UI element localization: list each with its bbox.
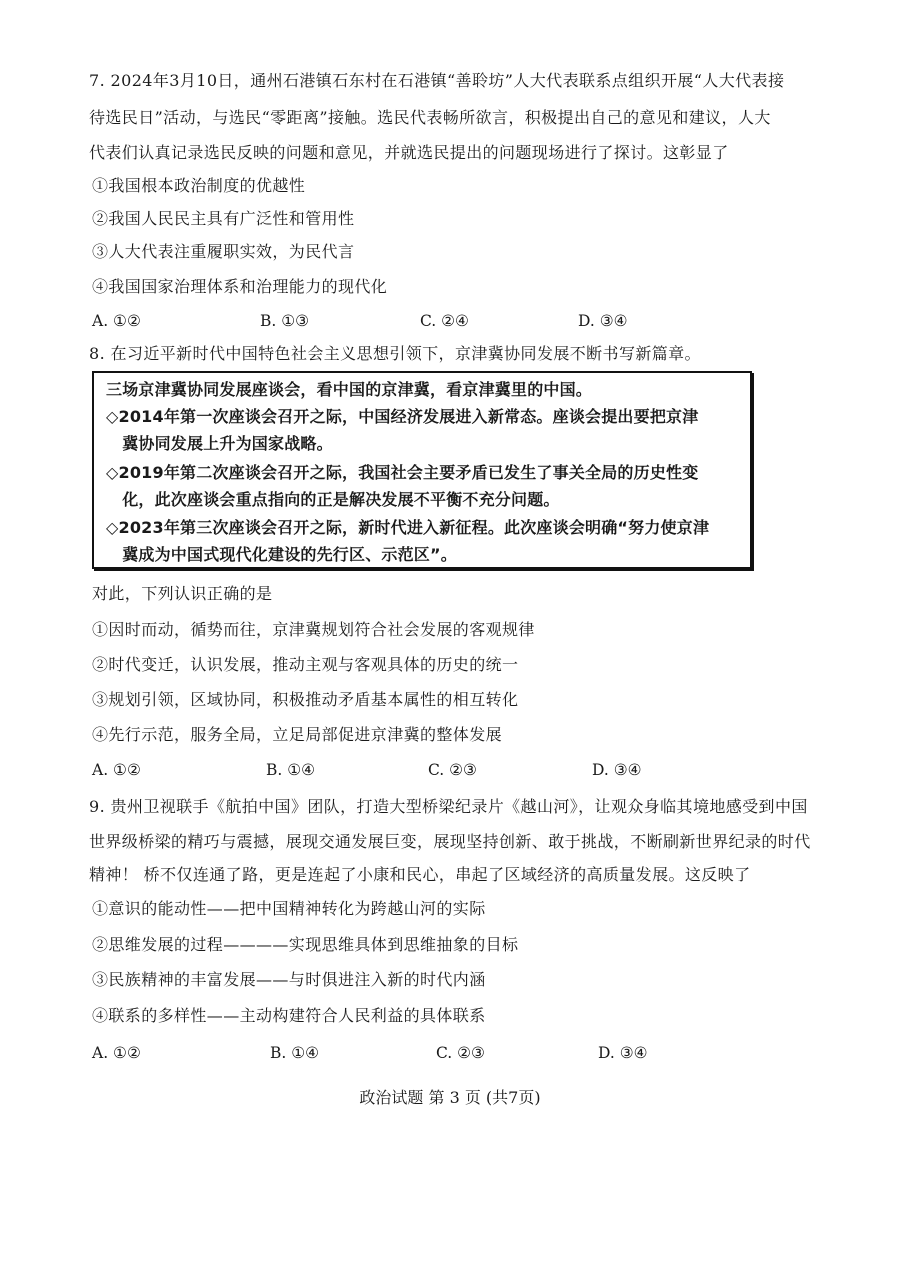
- q9-option-1: ①意识的能动性——把中国精神转化为跨越山河的实际: [92, 899, 486, 918]
- q9-stem-line-1: 9. 贵州卫视联手《航拍中国》团队，打造大型桥梁纪录片《越山河》，让观众身临其境地感受到中国: [89, 797, 808, 816]
- q7-stem-line-2: 待选民日”活动，与选民“零距离”接触。选民代表畅所欲言，积极提出自己的意见和建议，人大: [89, 108, 771, 127]
- q9-choice-c: C. ②③: [436, 1044, 485, 1062]
- q8-box-line-4: ◇2019年第二次座谈会召开之际，我国社会主要矛盾已发生了事关全局的历史性变: [106, 463, 699, 482]
- page-footer: 政治试题 第 3 页 (共7页): [359, 1088, 541, 1107]
- q8-option-4: ④先行示范，服务全局，立足局部促进京津冀的整体发展: [92, 725, 503, 744]
- q8-option-1: ①因时而动，循势而往，京津冀规划符合社会发展的客观规律: [92, 620, 535, 639]
- q7-choice-c: C. ②④: [420, 312, 469, 330]
- q9-option-2: ②思维发展的过程————实现思维具体到思维抽象的目标: [92, 935, 519, 954]
- q9-option-3: ③民族精神的丰富发展——与时俱进注入新的时代内涵: [92, 970, 486, 989]
- q8-material-box: [92, 371, 752, 569]
- q7-option-2: ②我国人民民主具有广泛性和管用性: [92, 209, 355, 228]
- q8-box-line-3: 冀协同发展上升为国家战略。: [106, 434, 333, 453]
- q9-option-4: ④联系的多样性——主动构建符合人民利益的具体联系: [92, 1006, 486, 1025]
- q8-choice-b: B. ①④: [266, 761, 316, 779]
- q9-choice-d: D. ③④: [598, 1044, 648, 1062]
- q7-choice-a: A. ①②: [92, 312, 141, 330]
- q7-option-4: ④我国国家治理体系和治理能力的现代化: [92, 277, 388, 296]
- q8-option-2: ②时代变迁，认识发展，推动主观与客观具体的历史的统一: [92, 655, 519, 674]
- q7-choice-d: D. ③④: [578, 312, 628, 330]
- q8-choice-d: D. ③④: [592, 761, 642, 779]
- q8-box-line-7: 冀成为中国式现代化建设的先行区、示范区”。: [106, 545, 457, 564]
- q7-option-1: ①我国根本政治制度的优越性: [92, 176, 306, 195]
- q9-choice-a: A. ①②: [92, 1044, 141, 1062]
- q8-stem: 8. 在习近平新时代中国特色社会主义思想引领下，京津冀协同发展不断书写新篇章。: [89, 344, 701, 363]
- q7-stem-line-3: 代表们认真记录选民反映的问题和意见，并就选民提出的问题现场进行了探讨。这彰显了: [89, 143, 729, 162]
- q8-choice-c: C. ②③: [428, 761, 477, 779]
- q9-stem-line-3: 精神！ 桥不仅连通了路，更是连起了小康和民心，串起了区域经济的高质量发展。这反映了: [89, 865, 751, 884]
- q7-choice-b: B. ①③: [260, 312, 310, 330]
- q7-option-3: ③人大代表注重履职实效，为民代言: [92, 242, 355, 261]
- q8-box-line-1: 三场京津冀协同发展座谈会，看中国的京津冀，看京津冀里的中国。: [106, 380, 593, 399]
- q8-box-line-2: ◇2014年第一次座谈会召开之际，中国经济发展进入新常态。座谈会提出要把京津: [106, 407, 699, 426]
- q9-stem-line-2: 世界级桥梁的精巧与震撼，展现交通发展巨变，展现坚持创新、敢于挑战，不断刷新世界纪录的时代: [89, 832, 811, 851]
- q8-box-line-6: ◇2023年第三次座谈会召开之际，新时代进入新征程。此次座谈会明确“努力使京津: [106, 518, 710, 537]
- q8-choice-a: A. ①②: [92, 761, 141, 779]
- q9-choice-b: B. ①④: [270, 1044, 320, 1062]
- q8-option-3: ③规划引领，区域协同，积极推动矛盾基本属性的相互转化: [92, 690, 519, 709]
- q8-question: 对此，下列认识正确的是: [92, 584, 273, 603]
- q8-box-line-5: 化，此次座谈会重点指向的正是解决发展不平衡不充分问题。: [106, 490, 560, 509]
- q7-stem-line-1: 7. 2024年3月10日，通州石港镇石东村在石港镇“善聆坊”人大代表联系点组织开展“人大代表接: [89, 71, 785, 90]
